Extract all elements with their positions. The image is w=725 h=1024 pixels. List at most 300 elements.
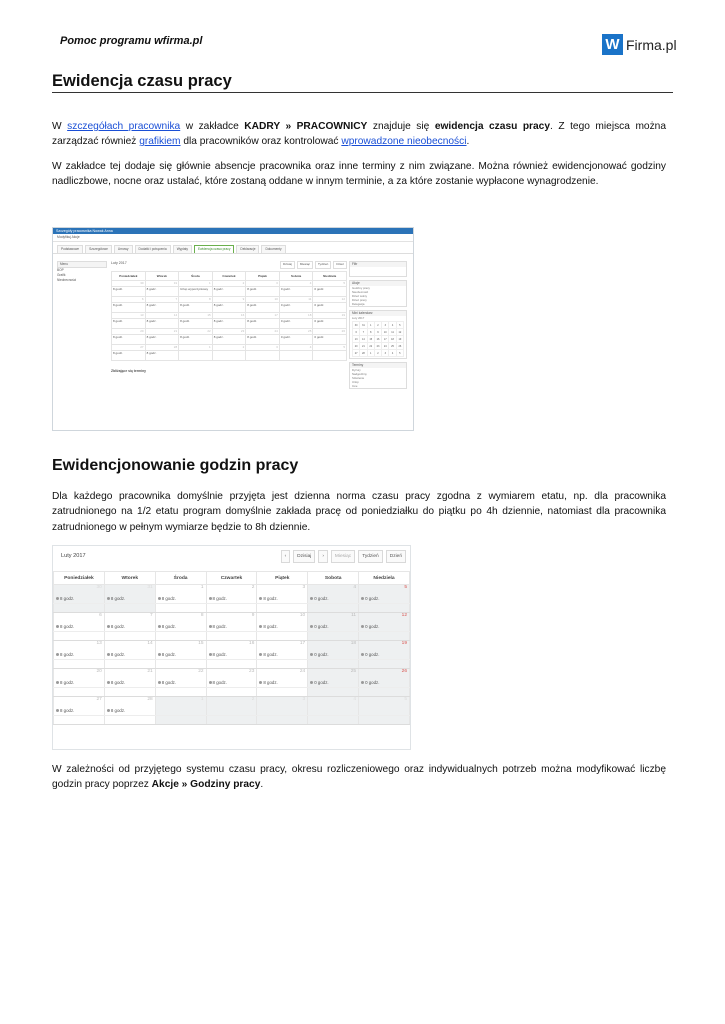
hours-label: 0 godz. <box>314 680 329 685</box>
details-day-hours: 0 godz. <box>313 287 347 297</box>
details-tabs <box>53 242 413 254</box>
day-number[interactable]: 17 <box>257 641 308 651</box>
today-button[interactable]: Dzisiaj <box>293 550 315 563</box>
mini-calendar-day[interactable]: 15 <box>367 336 374 343</box>
clock-icon <box>209 597 212 600</box>
details-day-number: 3 <box>246 281 280 287</box>
day-number[interactable]: 4 <box>308 585 359 595</box>
details-day-number: 3 <box>246 345 280 351</box>
day-number[interactable]: 25 <box>308 669 359 679</box>
menu-header: Menu <box>57 261 107 268</box>
day-number[interactable]: 30 <box>54 585 105 595</box>
hours-label: 8 godz. <box>263 652 278 657</box>
day-cell-spacer <box>155 716 206 725</box>
clock-icon <box>158 625 161 628</box>
day-number[interactable]: 5 <box>359 585 410 595</box>
mini-calendar-day[interactable]: 24 <box>382 343 389 350</box>
intro-paragraph: W szczegółach pracownika w zakładce KADRY » PRACOWNICY znajduje się ewidencja czasu pracy. Z tego miejsca można zarządzać również grafikiem dla pracowników oraz kontrolować wprowadzone nieobecności. <box>52 121 667 148</box>
day-number[interactable]: 15 <box>155 641 206 651</box>
day-number[interactable]: 6 <box>54 613 105 623</box>
hours-label: 8 godz. <box>60 596 75 601</box>
week-view-button[interactable]: Tydzień <box>358 550 383 563</box>
action-item[interactable]: Dzień pracy <box>352 298 367 302</box>
mini-calendar-day[interactable]: 5 <box>396 350 403 357</box>
details-day-number: 16 <box>212 313 246 319</box>
day-hours-entry[interactable] <box>359 678 410 688</box>
details-day-hours <box>212 351 246 361</box>
weekday-header: Niedziela <box>359 572 410 585</box>
clock-icon <box>259 597 262 600</box>
upcoming-terms: Zbliżające się terminy <box>111 369 147 373</box>
hours-label: 8 godz. <box>110 652 126 657</box>
mini-calendar-day[interactable]: 27 <box>353 350 360 357</box>
day-number[interactable]: 3 <box>257 585 308 595</box>
calendar-header <box>53 546 410 567</box>
hours-label: 0 godz. <box>314 652 329 657</box>
details-tab[interactable]: Podstawowe <box>57 245 83 253</box>
day-cell-spacer <box>155 632 206 641</box>
details-day-hours: 0 godz. <box>279 303 313 313</box>
action-item[interactable]: Delegacja <box>352 302 365 306</box>
day-number[interactable]: 20 <box>54 669 105 679</box>
weekday-header: Piątek <box>257 572 308 585</box>
term-item[interactable]: Urlop <box>352 380 359 384</box>
details-day-number: 6 <box>112 297 146 303</box>
next-month-button[interactable]: › <box>318 550 328 563</box>
menu-item[interactable]: Grafik <box>57 273 66 277</box>
day-cell-spacer <box>308 688 359 697</box>
mini-calendar-day[interactable]: 19 <box>396 336 403 343</box>
day-number[interactable]: 12 <box>359 613 410 623</box>
filter-box: Filtr <box>349 261 407 277</box>
details-tab[interactable]: Dodatki i potrącenia <box>135 245 171 253</box>
day-number[interactable]: 28 <box>104 697 155 707</box>
mini-calendar-day[interactable]: 22 <box>367 343 374 350</box>
day-number[interactable]: 24 <box>257 669 308 679</box>
action-item[interactable]: Nieobecność <box>352 290 369 294</box>
details-day-number: 22 <box>179 329 213 335</box>
weekday-header: Poniedziałek <box>54 572 105 585</box>
details-weekday-header: Środa <box>179 272 213 281</box>
day-number[interactable]: 10 <box>257 613 308 623</box>
day-number[interactable]: 19 <box>359 641 410 651</box>
details-tab[interactable]: Umowy <box>114 245 133 253</box>
day-cell-spacer <box>54 716 105 725</box>
mini-calendar-day[interactable]: 31 <box>360 322 367 329</box>
details-tab[interactable]: Szczegółowe <box>85 245 112 253</box>
clock-icon <box>310 597 313 600</box>
day-hours-entry[interactable] <box>104 594 155 604</box>
details-weekday-header: Poniedziałek <box>112 272 146 281</box>
day-number[interactable]: 8 <box>155 613 206 623</box>
hours-label: 8 godz. <box>212 680 227 685</box>
mini-calendar-day[interactable]: 9 <box>374 329 381 336</box>
day-number[interactable]: 27 <box>54 697 105 707</box>
mini-calendar-day[interactable]: 16 <box>374 336 381 343</box>
details-weekday-header: Piątek <box>246 272 280 281</box>
day-cell-spacer <box>257 632 308 641</box>
mini-calendar-day[interactable]: 4 <box>389 350 396 357</box>
details-day-hours: 8 godz. <box>145 319 179 329</box>
mini-calendar-day[interactable]: 3 <box>382 350 389 357</box>
day-cell-spacer <box>308 604 359 613</box>
day-cell-spacer <box>308 716 359 725</box>
day-number[interactable]: 14 <box>104 641 155 651</box>
term-item[interactable]: Szkolenie <box>352 376 365 380</box>
wfirma-logo <box>602 34 677 55</box>
logo-text: Firma.pl <box>626 36 677 53</box>
day-cell-spacer <box>104 604 155 613</box>
day-number[interactable]: 1 <box>155 585 206 595</box>
clock-icon <box>259 653 262 656</box>
details-day-number: 4 <box>279 281 313 287</box>
day-cell-spacer <box>359 716 410 725</box>
mini-calendar-day[interactable]: 20 <box>353 343 360 350</box>
day-hours-entry[interactable] <box>257 594 308 604</box>
day-number[interactable]: 2 <box>206 697 257 707</box>
clock-icon <box>158 681 161 684</box>
details-day-number: 27 <box>112 345 146 351</box>
day-hours-entry[interactable] <box>54 650 105 660</box>
details-day-number: 26 <box>313 329 347 335</box>
term-item[interactable]: Nadgodziny <box>352 372 367 376</box>
details-day-number: 21 <box>145 329 179 335</box>
details-tab[interactable]: Wypłaty <box>173 245 192 253</box>
mini-calendar-day[interactable]: 1 <box>367 350 374 357</box>
day-cell-spacer <box>54 660 105 669</box>
day-cell-spacer <box>206 604 257 613</box>
day-hours-entry[interactable] <box>206 622 257 632</box>
mini-calendar-day[interactable]: 4 <box>389 322 396 329</box>
details-day-hours: 8 godz. <box>246 303 280 313</box>
details-nav-button[interactable]: Miesiąc <box>297 261 313 269</box>
clock-icon <box>158 653 161 656</box>
hours-label: 0 godz. <box>365 652 380 657</box>
details-day-hours: 8 godz. <box>179 319 213 329</box>
mini-calendar-day[interactable]: 26 <box>396 343 403 350</box>
day-number[interactable]: 7 <box>104 613 155 623</box>
details-day-hours: 8 godz. <box>212 319 246 329</box>
day-number[interactable]: 3 <box>257 697 308 707</box>
details-day-hours: 8 godz. <box>112 287 146 297</box>
details-day-number: 25 <box>279 329 313 335</box>
mini-calendar-day[interactable]: 1 <box>367 322 374 329</box>
section-title-godziny: Ewidencjonowanie godzin pracy <box>52 457 299 474</box>
details-day-hours: 0 godz. <box>279 319 313 329</box>
mini-calendar-day[interactable]: 30 <box>353 322 360 329</box>
details-day-hours: 8 godz. <box>179 335 213 345</box>
details-day-number: 8 <box>179 297 213 303</box>
day-cell-spacer <box>54 604 105 613</box>
day-cell-spacer <box>257 660 308 669</box>
mini-calendar-day[interactable]: 17 <box>382 336 389 343</box>
day-cell-spacer <box>206 660 257 669</box>
details-weekday-header: Sobota <box>279 272 313 281</box>
day-hours-entry[interactable] <box>308 622 359 632</box>
mini-calendar-day[interactable]: 25 <box>389 343 396 350</box>
details-day-number: 4 <box>279 345 313 351</box>
clock-icon <box>56 681 59 684</box>
day-hours-entry <box>257 706 308 716</box>
day-hours-entry[interactable] <box>308 650 359 660</box>
calendar-grid <box>53 571 410 725</box>
details-month-grid <box>111 271 347 361</box>
day-cell-spacer <box>308 660 359 669</box>
day-hours-entry <box>155 706 206 716</box>
mini-calendar-day[interactable]: 23 <box>374 343 381 350</box>
mini-calendar-day[interactable]: 28 <box>360 350 367 357</box>
day-hours-entry[interactable] <box>257 650 308 660</box>
menu-item[interactable]: Nieobecności <box>57 278 77 282</box>
hours-label: 8 godz. <box>212 596 227 601</box>
day-number[interactable]: 2 <box>206 585 257 595</box>
details-nav-button[interactable]: Dzień <box>333 261 347 269</box>
details-day-number: 15 <box>179 313 213 319</box>
hours-label: 8 godz. <box>263 680 278 685</box>
mini-calendar-day[interactable]: 6 <box>353 329 360 336</box>
day-hours-entry[interactable] <box>206 678 257 688</box>
hours-label: 8 godz. <box>263 596 278 601</box>
mini-calendar-day[interactable]: 18 <box>389 336 396 343</box>
day-hours-entry[interactable] <box>257 678 308 688</box>
day-hours-entry[interactable] <box>155 650 206 660</box>
term-item[interactable]: Inne <box>352 384 358 388</box>
details-day-hours <box>313 351 347 361</box>
details-day-number: 13 <box>112 313 146 319</box>
day-cell-spacer <box>359 604 410 613</box>
prev-month-button[interactable]: ‹ <box>281 550 291 563</box>
day-hours-entry[interactable] <box>155 678 206 688</box>
document-header-title: Pomoc programu wfirma.pl <box>60 35 203 47</box>
details-month: Luty 2017 <box>111 261 127 265</box>
term-item[interactable]: Dyżury <box>352 368 361 372</box>
day-hours-entry[interactable] <box>206 650 257 660</box>
clock-icon <box>107 653 110 656</box>
hours-label: 8 godz. <box>60 652 75 657</box>
details-nav-button[interactable]: Dzisiaj <box>280 261 295 269</box>
clock-icon <box>107 625 110 628</box>
hours-label: 8 godz. <box>161 680 177 685</box>
details-calendar <box>111 261 347 373</box>
hours-label: 8 godz. <box>110 680 126 685</box>
day-cell-spacer <box>359 632 410 641</box>
day-hours-entry[interactable] <box>155 594 206 604</box>
mini-calendar-day[interactable]: 10 <box>382 329 389 336</box>
day-view-button[interactable]: Dzień <box>386 550 406 563</box>
details-day-hours: 0 godz. <box>313 303 347 313</box>
hours-label: 8 godz. <box>263 624 278 629</box>
details-nav-button[interactable]: Tydzień <box>315 261 331 269</box>
day-cell-spacer <box>308 632 359 641</box>
mini-calendar-box: Mini kalendarz Luty 2017 30 31 1 2 3 4 5 6 7 8 9 10 11 12 13 14 15 16 17 18 19 20 21 22 23 24 25 26 27 28 1 2 3 4 5 <box>349 310 407 359</box>
mini-calendar-day[interactable]: 11 <box>389 329 396 336</box>
modify-hours-paragraph: W zależności od przyjętego systemu czasu pracy, okresu rozliczeniowego oraz indywidualnych potrzeb można modyfikować liczbę godzin pracy poprzez Akcje » Godziny pracy. <box>52 764 666 791</box>
link-szczegoly-pracownika[interactable]: szczegółach pracownika <box>67 121 181 132</box>
hours-calendar-screenshot <box>52 545 411 750</box>
hours-label: 8 godz. <box>110 624 126 629</box>
clock-icon <box>310 653 313 656</box>
clock-icon <box>209 625 212 628</box>
details-day-hours: 8 godz. <box>212 287 246 297</box>
day-number[interactable]: 1 <box>155 697 206 707</box>
day-number[interactable]: 11 <box>308 613 359 623</box>
details-sidebar <box>349 261 407 392</box>
hours-label: 0 godz. <box>365 624 380 629</box>
day-hours-entry[interactable] <box>54 706 105 716</box>
day-number[interactable]: 22 <box>155 669 206 679</box>
details-weekday-header: Niedziela <box>313 272 347 281</box>
day-hours-entry[interactable] <box>104 650 155 660</box>
details-day-hours: 8 godz. <box>145 335 179 345</box>
details-day-number: 23 <box>212 329 246 335</box>
weekday-header: Wtorek <box>104 572 155 585</box>
day-hours-entry[interactable] <box>308 678 359 688</box>
day-cell-spacer <box>104 716 155 725</box>
day-hours-entry[interactable] <box>359 650 410 660</box>
day-hours-entry[interactable] <box>155 622 206 632</box>
details-day-hours <box>179 351 213 361</box>
details-day-number: 2 <box>212 281 246 287</box>
hours-label: 0 godz. <box>365 680 380 685</box>
clock-icon <box>361 625 364 628</box>
day-cell-spacer <box>54 632 105 641</box>
day-hours-entry <box>206 706 257 716</box>
details-tab[interactable]: Dokumenty <box>261 245 285 253</box>
day-hours-entry[interactable] <box>257 622 308 632</box>
day-hours-entry[interactable] <box>54 622 105 632</box>
mini-calendar-day[interactable]: 13 <box>353 336 360 343</box>
clock-icon <box>361 597 364 600</box>
employee-details-screenshot <box>52 227 414 431</box>
details-day-hours: Urlop wypoczynkowy <box>179 287 213 297</box>
mini-calendar-day[interactable]: 2 <box>374 350 381 357</box>
mini-calendar-day[interactable]: 3 <box>382 322 389 329</box>
details-day-number: 30 <box>112 281 146 287</box>
details-day-hours: 0 godz. <box>279 335 313 345</box>
hours-label: 8 godz. <box>212 624 227 629</box>
day-cell-spacer <box>257 688 308 697</box>
day-cell-spacer <box>257 716 308 725</box>
day-hours-entry[interactable] <box>359 594 410 604</box>
link-nieobecnosci[interactable]: wprowadzone nieobecności <box>341 136 467 148</box>
mini-calendar-day[interactable]: 21 <box>360 343 367 350</box>
weekday-header: Środa <box>155 572 206 585</box>
clock-icon <box>56 709 59 712</box>
clock-icon <box>56 653 59 656</box>
calendar-navigation <box>281 550 406 563</box>
day-hours-entry <box>359 706 410 716</box>
day-hours-entry[interactable] <box>54 678 105 688</box>
day-hours-entry[interactable] <box>104 622 155 632</box>
day-hours-entry[interactable] <box>104 678 155 688</box>
logo-mark: W <box>602 34 623 55</box>
day-cell-spacer <box>54 688 105 697</box>
day-cell-spacer <box>257 604 308 613</box>
details-day-number: 2 <box>212 345 246 351</box>
day-number[interactable]: 9 <box>206 613 257 623</box>
mini-calendar-day[interactable]: 14 <box>360 336 367 343</box>
day-number[interactable]: 16 <box>206 641 257 651</box>
mini-calendar-day[interactable]: 5 <box>396 322 403 329</box>
clock-icon <box>310 681 313 684</box>
details-weekday-header: Wtorek <box>145 272 179 281</box>
clock-icon <box>310 625 313 628</box>
day-hours-entry[interactable] <box>206 594 257 604</box>
details-day-hours: 0 godz. <box>279 287 313 297</box>
mini-calendar-day[interactable]: 7 <box>360 329 367 336</box>
day-number[interactable]: 4 <box>308 697 359 707</box>
details-day-hours: 8 godz. <box>112 319 146 329</box>
mini-calendar-day[interactable]: 12 <box>396 329 403 336</box>
day-hours-entry[interactable] <box>308 594 359 604</box>
day-cell-spacer <box>359 660 410 669</box>
actions-box: Akcje Godziny pracy Nieobecność Dzień wolny Dzień pracy Delegacja <box>349 280 407 307</box>
day-number[interactable]: 13 <box>54 641 105 651</box>
details-day-number: 9 <box>212 297 246 303</box>
details-tab[interactable]: Ewidencja czasu pracy <box>194 245 234 253</box>
calendar-month: Luty 2017 <box>61 553 86 559</box>
clock-icon <box>209 653 212 656</box>
menu-item[interactable]: BOP <box>57 268 64 272</box>
details-weekday-header: Czwartek <box>212 272 246 281</box>
clock-icon <box>361 681 364 684</box>
details-day-hours <box>246 351 280 361</box>
clock-icon <box>361 653 364 656</box>
title-divider <box>52 92 673 93</box>
day-number[interactable]: 26 <box>359 669 410 679</box>
day-cell-spacer <box>104 688 155 697</box>
mini-calendar-day[interactable]: 8 <box>367 329 374 336</box>
day-number[interactable]: 18 <box>308 641 359 651</box>
day-number[interactable]: 31 <box>104 585 155 595</box>
action-item[interactable]: Dzień wolny <box>352 294 368 298</box>
day-hours-entry[interactable] <box>104 706 155 716</box>
day-cell-spacer <box>155 660 206 669</box>
details-day-number: 31 <box>145 281 179 287</box>
hours-label: 8 godz. <box>212 652 227 657</box>
weekday-header: Czwartek <box>206 572 257 585</box>
details-day-number: 18 <box>279 313 313 319</box>
hours-paragraph: Dla każdego pracownika domyślnie przyjęta jest dzienna norma czasu pracy zgodna z wymiarem etatu, np. dla pracownika zatrudnionego na 1/2 etatu program domyślnie zakłada pracę od poniedziałku do piątku po 4h dziennie, natomiast dla pracownika zatrudnionego w pełnym wymiarze będzie to 8h dziennie. <box>52 491 666 533</box>
hours-label: 8 godz. <box>161 624 177 629</box>
details-day-number: 1 <box>179 345 213 351</box>
day-hours-entry[interactable] <box>54 594 105 604</box>
hours-label: 8 godz. <box>161 652 177 657</box>
details-nav <box>280 261 347 269</box>
details-tab[interactable]: Deklaracje <box>236 245 259 253</box>
mini-calendar-day[interactable]: 2 <box>374 322 381 329</box>
day-cell-spacer <box>155 604 206 613</box>
clock-icon <box>259 681 262 684</box>
weekday-header: Sobota <box>308 572 359 585</box>
details-day-number: 5 <box>313 345 347 351</box>
hours-label: 0 godz. <box>314 596 329 601</box>
action-item[interactable]: Godziny pracy <box>352 286 370 290</box>
details-day-hours: 8 godz. <box>145 287 179 297</box>
link-grafik[interactable]: grafikiem <box>139 136 181 148</box>
details-day-hours: 8 godz. <box>246 319 280 329</box>
hours-label: 8 godz. <box>60 680 75 685</box>
day-number[interactable]: 5 <box>359 697 410 707</box>
day-number[interactable]: 21 <box>104 669 155 679</box>
clock-icon <box>107 597 110 600</box>
day-number[interactable]: 23 <box>206 669 257 679</box>
month-view-button[interactable]: Miesiąc <box>331 550 355 563</box>
day-hours-entry[interactable] <box>359 622 410 632</box>
day-cell-spacer <box>206 688 257 697</box>
details-day-hours <box>279 351 313 361</box>
day-cell-spacer <box>155 688 206 697</box>
